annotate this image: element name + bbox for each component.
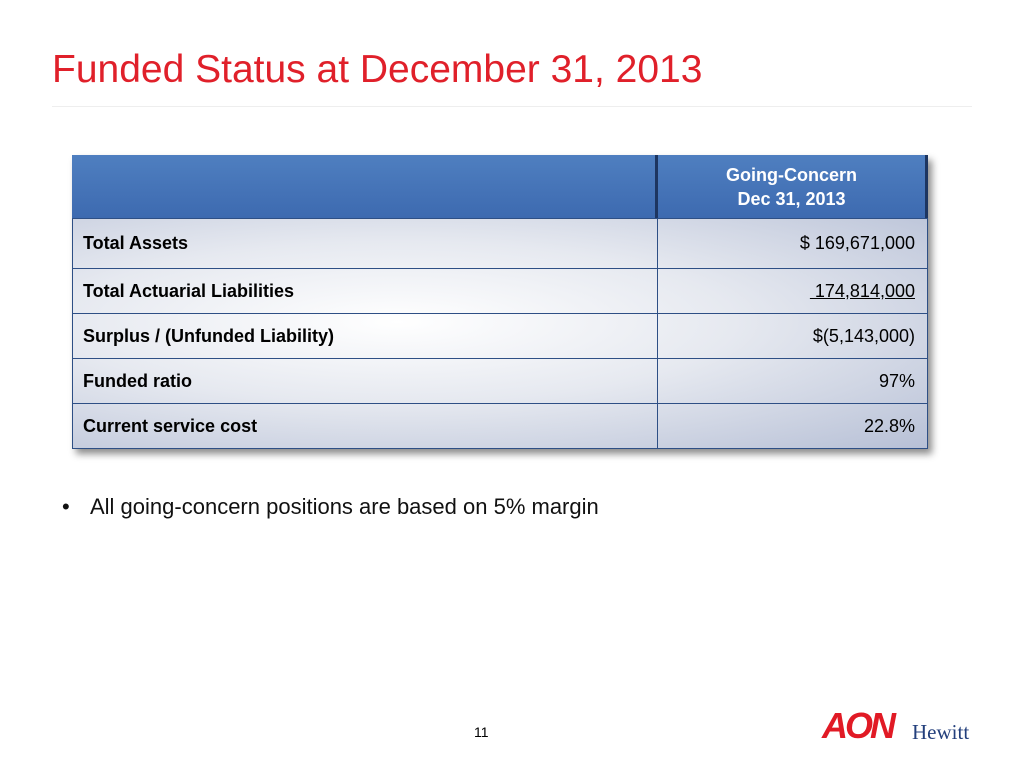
row-value-current-service-cost: 22.8% — [863, 415, 915, 436]
table-row — [73, 314, 927, 359]
row-label-funded-ratio: Funded ratio — [73, 359, 658, 403]
row-label-surplus: Surplus / (Unfunded Liability) — [73, 314, 658, 358]
row-value-surplus: $(5,143,000) — [812, 325, 915, 346]
title-divider — [52, 106, 972, 107]
aon-hewitt-logo — [822, 707, 978, 745]
bullet-dot-icon: • — [62, 494, 70, 519]
slide-title: Funded Status at December 31, 2013 — [52, 48, 703, 91]
table-header-row — [72, 155, 928, 219]
table-header-blank-cell — [72, 155, 658, 218]
underlined-value: 174,814,000 — [809, 280, 915, 301]
table-row — [73, 359, 927, 404]
row-label-total-assets: Total Assets — [73, 219, 658, 268]
bullet-item — [62, 494, 599, 520]
logo-aon-text: AON — [822, 705, 893, 746]
funded-status-table — [72, 155, 928, 449]
page-number: 11 — [474, 724, 489, 740]
table-body — [72, 219, 928, 449]
row-value-total-actuarial-liabilities — [658, 269, 927, 313]
logo-hewitt-text: Hewitt — [912, 720, 970, 744]
header-line-1: Going-Concern — [726, 164, 857, 185]
row-label-total-actuarial-liabilities: Total Actuarial Liabilities — [73, 269, 658, 313]
row-value-total-assets: $ 169,671,000 — [799, 233, 915, 253]
header-line-2: Dec 31, 2013 — [737, 188, 846, 209]
table-row — [73, 404, 927, 448]
row-label-current-service-cost: Current service cost — [73, 404, 658, 448]
row-value-funded-ratio: 97% — [878, 370, 915, 391]
bullet-text: All going-concern positions are based on 5% margin — [90, 494, 599, 519]
table-header-going-concern — [658, 155, 928, 218]
table-row — [73, 219, 927, 269]
table-row — [73, 269, 927, 314]
